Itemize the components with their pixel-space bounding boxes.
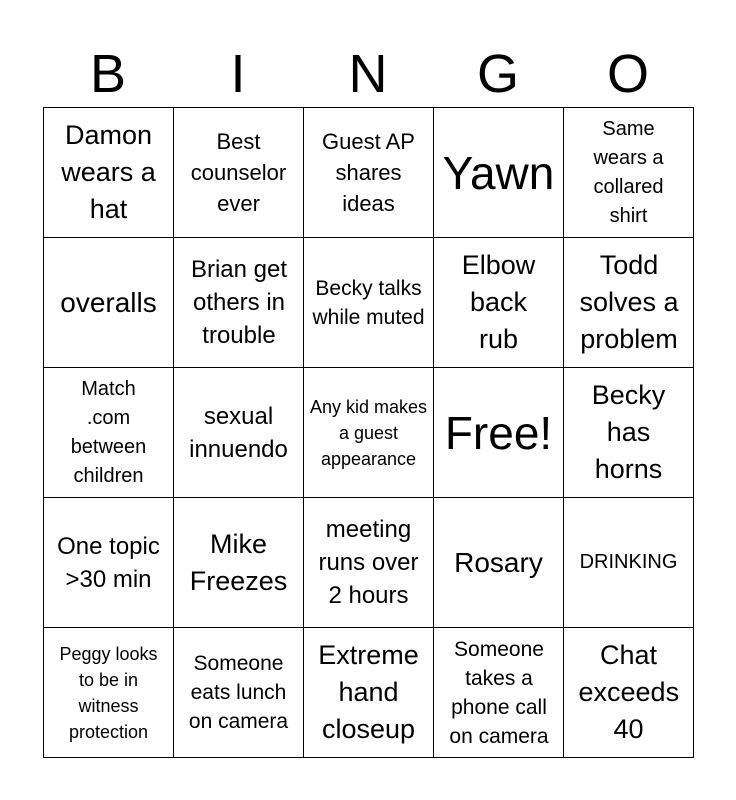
board-row [44,368,694,498]
header-letter-b: B [89,44,127,104]
cell-text: One topic >30 min [57,532,160,593]
bingo-board [43,107,694,758]
bingo-cell[interactable] [174,368,304,498]
cell-text: Someone takes a phone call on camera [449,637,549,748]
bingo-cell[interactable] [44,108,174,238]
cell-text: Mike Freezes [189,528,288,596]
header-letter-g: G [476,44,519,104]
cell-text: Extreme hand closeup [318,640,419,744]
bingo-cell[interactable] [44,368,174,498]
header-letter-o: O [606,44,649,104]
cell-text: Free! [444,406,553,459]
bingo-cell[interactable] [434,238,564,368]
bingo-cell[interactable] [44,498,174,628]
cell-text: Guest AP shares ideas [322,129,415,216]
cell-text: DRINKING [579,551,678,573]
bingo-cell[interactable] [304,238,434,368]
bingo-cell[interactable] [304,628,434,758]
bingo-cell[interactable] [174,498,304,628]
cell-text: Becky has horns [591,380,666,484]
bingo-cell[interactable] [174,628,304,758]
cell-text: Match .com between children [70,377,147,487]
cell-text: Becky talks while muted [312,276,425,329]
cell-text: Rosary [454,547,543,578]
cell-text: Damon wears a hat [61,120,156,224]
cell-text: Todd solves a problem [579,250,679,354]
cell-text: sexual innuendo [189,402,288,463]
bingo-cell[interactable] [434,628,564,758]
bingo-cell[interactable] [564,628,694,758]
board-row [44,628,694,758]
bingo-cell[interactable] [434,108,564,238]
bingo-cell[interactable] [564,238,694,368]
cell-text: Any kid makes a guest appearance [309,396,428,469]
bingo-cell[interactable] [174,238,304,368]
cell-text: Brian get others in trouble [190,256,288,349]
bingo-cell[interactable] [564,108,694,238]
board-row [44,108,694,238]
cell-text: Someone eats lunch on camera [188,652,289,733]
cell-text: Best counselor ever [190,129,287,216]
bingo-cell[interactable] [44,238,174,368]
bingo-cell[interactable] [564,498,694,628]
header-letter-n: N [348,44,388,104]
cell-text: meeting runs over 2 hours [318,516,419,609]
cell-text: Same wears a collared shirt [593,117,664,227]
bingo-cell[interactable] [44,628,174,758]
bingo-cell[interactable] [304,498,434,628]
cell-text: Chat exceeds 40 [578,640,680,744]
board-row [44,238,694,368]
cell-text: Elbow back rub [461,250,536,354]
cell-text: Yawn [442,146,555,199]
bingo-cell[interactable] [434,368,564,498]
board-row [44,498,694,628]
bingo-cell[interactable] [304,108,434,238]
bingo-cell[interactable] [304,368,434,498]
cell-text: Peggy looks to be in witness protection [59,643,158,742]
bingo-cell[interactable] [174,108,304,238]
bingo-cell[interactable] [564,368,694,498]
bingo-header [43,40,693,108]
header-letter-i: I [230,44,246,104]
cell-text: overalls [60,287,157,318]
bingo-cell[interactable] [434,498,564,628]
